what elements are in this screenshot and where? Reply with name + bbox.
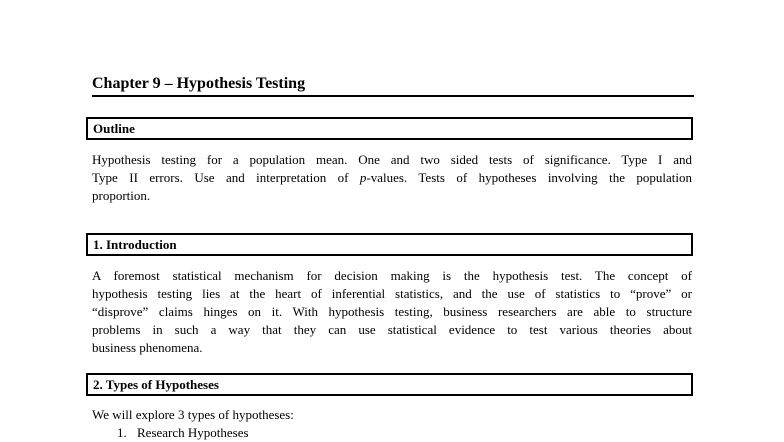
outline-line-3: proportion. — [92, 188, 151, 203]
introduction-line-4: problems in such a way that they can use statistical evidence to test various theories about — [92, 322, 692, 337]
section-heading-outline: Outline — [86, 117, 693, 140]
introduction-line-1: A foremost statistical mechanism for decision making is the hypothesis test. The concept of — [92, 268, 692, 283]
hypotheses-list — [92, 424, 692, 442]
outline-line-2-italic: p — [359, 170, 367, 185]
outline-line-1: Hypothesis testing for a population mean. One and two sided tests of significance. Type I and — [92, 152, 692, 167]
outline-line-2-b: -values. Tests of hypotheses involving the population — [366, 170, 693, 185]
outline-line-2 — [92, 169, 692, 187]
introduction-line-5: business phenomena. — [92, 340, 203, 355]
introduction-line-3: “disprove” claims hinges on it. With hypothesis testing, business researchers are able to structure — [92, 304, 692, 319]
section-heading-introduction: 1. Introduction — [86, 233, 693, 256]
outline-line-2-a: Type II errors. Use and interpretation of — [92, 170, 360, 185]
introduction-paragraph — [92, 267, 692, 357]
outline-paragraph — [92, 151, 692, 205]
list-item — [92, 424, 692, 442]
section-heading-types: 2. Types of Hypotheses — [86, 373, 693, 396]
types-intro-line: We will explore 3 types of hypotheses: — [92, 407, 294, 422]
introduction-line-2: hypothesis testing lies at the heart of inferential statistics, and the use of statistics to “prove” or — [92, 286, 692, 301]
list-item-label: Research Hypotheses — [137, 425, 249, 440]
chapter-title: Chapter 9 – Hypothesis Testing — [92, 73, 694, 97]
types-intro — [92, 406, 692, 424]
list-item-number: 1. — [117, 425, 127, 440]
